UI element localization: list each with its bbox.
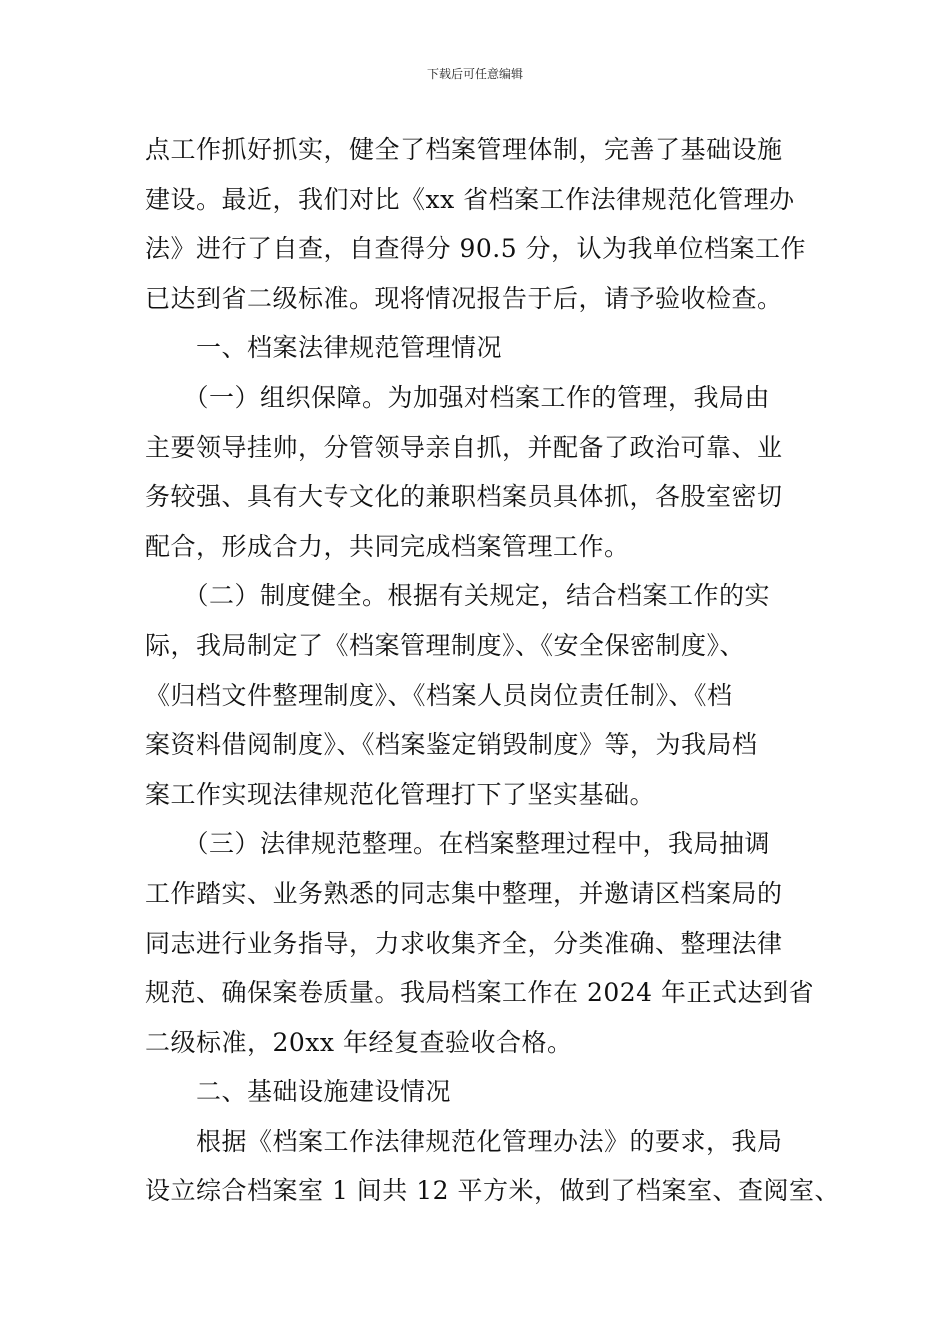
body-line: 点工作抓好抓实，健全了档案管理体制，完善了基础设施: [145, 135, 783, 164]
body-line: （二）制度健全。根据有关规定，结合档案工作的实: [145, 581, 771, 611]
body-line: 案工作实现法律规范化管理打下了坚实基础。: [145, 779, 656, 809]
body-line: 根据《档案工作法律规范化管理办法》的要求，我局: [145, 1126, 783, 1156]
body-line: 建设。最近，我们对比《xx 省档案工作法律规范化管理办: [145, 184, 795, 214]
page-header: 下载后可任意编辑: [426, 67, 523, 81]
body-line: 工作踏实、业务熟悉的同志集中整理，并邀请区档案局的: [145, 878, 783, 908]
body-line: （三）法律规范整理。在档案整理过程中，我局抽调: [145, 829, 771, 859]
body-line: 务较强、具有大专文化的兼职档案员具体抓，各股室密切: [145, 482, 783, 512]
body-line: 规范、确保案卷质量。我局档案工作在 2024 年正式达到省: [145, 978, 815, 1008]
body-line: 际，我局制定了《档案管理制度》、《安全保密制度》、: [145, 630, 746, 660]
body-line: 法》进行了自查，自查得分 90.5 分，认为我单位档案工作: [145, 234, 807, 264]
body-line: 案资料借阅制度》、《档案鉴定销毁制度》等，为我局档: [145, 730, 758, 760]
document-body: [145, 125, 841, 1216]
body-line: 配合，形成合力，共同完成档案管理工作。: [145, 531, 630, 561]
section-heading: 二、基础设施建设情况: [145, 1077, 452, 1107]
body-line: 设立综合档案室 1 间共 12 平方米，做到了档案室、查阅室、: [145, 1176, 841, 1206]
body-line: （一）组织保障。为加强对档案工作的管理，我局由: [145, 382, 771, 412]
body-line: 同志进行业务指导，力求收集齐全，分类准确、整理法律: [145, 928, 783, 958]
section-heading: 一、档案法律规范管理情况: [145, 333, 503, 363]
body-line: 主要领导挂帅，分管领导亲自抓，并配备了政治可靠、业: [145, 432, 783, 462]
body-line: 《归档文件整理制度》、《档案人员岗位责任制》、《档: [145, 680, 733, 710]
body-line: 已达到省二级标准。现将情况报告于后，请予验收检查。: [145, 283, 783, 313]
body-line: 二级标准，20xx 年经复查验收合格。: [145, 1027, 573, 1057]
